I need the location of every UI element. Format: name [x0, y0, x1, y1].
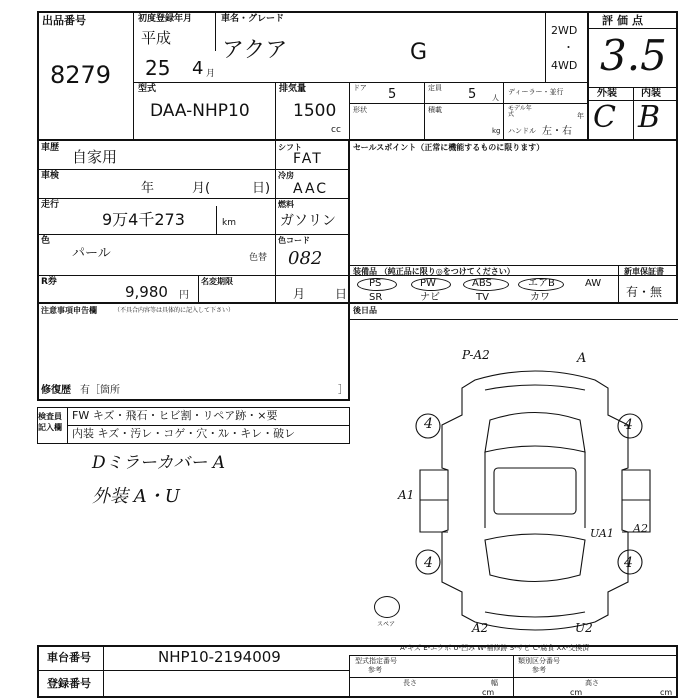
inspector-row-2: 内装 キズ・汚レ・コゲ・穴・ｽﾚ・キレ・破レ [72, 427, 296, 440]
repair-label: 修復歴 [41, 385, 71, 396]
shape-label: 形状 [353, 106, 367, 114]
usage: 自家用 [72, 148, 118, 166]
spare-tire-icon [374, 596, 400, 618]
equipment-pw: PW [420, 278, 436, 289]
height-cm: cm [660, 688, 673, 697]
displacement: 1500 [293, 101, 337, 121]
inspection-label: 車検 [41, 171, 60, 181]
inspector-row-1: FW キズ・飛石・ヒビ割・リペア跡・×要 [72, 409, 278, 422]
mark-wheel-fl: 4 [424, 416, 433, 432]
color-code: 082 [288, 248, 323, 269]
equipment-aw: AW [585, 278, 602, 289]
equipment-navi: ナビ [420, 292, 440, 303]
attention-label: 注意事項申告欄 [41, 306, 97, 315]
capacity: 5 [468, 87, 477, 102]
attention-sub: （不具合内容等は具体的に記入して下さい） [114, 307, 235, 314]
mileage: 9万4千273 [102, 210, 185, 229]
category-ref: 参考 [532, 666, 546, 674]
mark-front-left: P-A2 [462, 348, 490, 362]
person-unit: 人 [492, 94, 499, 102]
grade: G [410, 40, 428, 65]
usage-label: 車歴 [41, 143, 60, 153]
handle-label: ハンドル [508, 127, 536, 135]
mark-rear-right: U2 [575, 621, 593, 635]
lot-number: 8279 [50, 61, 112, 89]
warranty-value: 有・無 [626, 285, 663, 299]
model-name: アクア [222, 38, 288, 63]
drive-4wd: 4WD [551, 59, 578, 72]
color-label: 色 [41, 236, 51, 246]
type-code: DAA-NHP10 [150, 101, 250, 121]
equipment-tv: TV [476, 292, 489, 303]
registration-month: 4 [192, 58, 204, 79]
height-label: 高さ [585, 679, 599, 687]
name-change-day: 日 [335, 287, 348, 301]
name-change-month: 月 [293, 287, 306, 301]
first-registration-label: 初度登録年月 [138, 14, 193, 24]
load-label: 積載 [428, 106, 442, 114]
drive-2wd: 2WD [551, 24, 578, 37]
equipment-label: 装備品 （純正品に限り◎をつけてください） [353, 267, 515, 276]
color-change-label: 色替 [249, 253, 268, 263]
length-label: 長さ [403, 679, 417, 687]
mark-wheel-rr: 4 [624, 555, 633, 571]
shift: FAT [293, 151, 323, 167]
mark-front-right: A [577, 351, 587, 366]
inspection-day: 日) [252, 181, 271, 196]
equipment-ps: PS [369, 278, 382, 289]
registration-year: 25 [145, 56, 171, 80]
width-label: 幅 [491, 679, 498, 687]
length-cm: cm [482, 688, 495, 697]
repair-value: 有［箇所 [80, 385, 120, 396]
shift-label: シフト [278, 143, 302, 152]
type-label: 型式 [138, 84, 157, 94]
fuel: ガソリン [280, 213, 336, 229]
lot-label: 出品番号 [42, 14, 86, 27]
note-line-2: 外装 A・U [92, 486, 180, 507]
sales-box [349, 141, 678, 304]
model-label: 車名・グレード [221, 14, 285, 24]
type-cert-label: 型式指定番号 [355, 657, 397, 665]
doors-label: ドア [353, 84, 367, 92]
era: 平成 [141, 29, 172, 47]
mark-rear-left: A2 [472, 621, 489, 635]
equipment-airbag: エアB [528, 278, 555, 289]
spare-label: スペア [377, 621, 396, 628]
cooling-label: 冷房 [278, 171, 294, 180]
mileage-label: 走行 [41, 200, 60, 210]
warranty-label: 新車保証書 [624, 267, 664, 276]
mark-left-side: A1 [398, 488, 415, 502]
exterior-grade: C [593, 100, 616, 135]
mark-wheel-fr: 4 [624, 417, 633, 433]
capacity-label: 定員 [428, 84, 442, 92]
yen-unit: 円 [179, 290, 189, 301]
width-cm: cm [570, 688, 583, 697]
type-cert-ref: 参考 [368, 666, 382, 674]
km-unit: km [222, 218, 236, 228]
interior-grade: B [638, 100, 661, 135]
year-unit: 年 [577, 112, 584, 120]
fuel-label: 燃料 [278, 200, 294, 209]
exterior-label: 外装 [597, 88, 617, 99]
kg-unit: kg [492, 127, 501, 135]
sales-points-label: セールスポイント（正常に機能するものに限ります） [353, 143, 545, 152]
inspection-month: 月( [192, 181, 211, 196]
mark-right-rear: A2 [633, 522, 648, 535]
mark-wheel-rl: 4 [424, 555, 433, 571]
drive-dot: ・ [563, 41, 574, 54]
chassis-number: NHP10-2194009 [158, 648, 281, 666]
displacement-label: 排気量 [279, 84, 307, 94]
grade-title: 評価点 [602, 14, 647, 27]
cooling: AAC [293, 181, 329, 197]
color-code-label: 色コード [278, 236, 310, 245]
mark-right-side: UA1 [590, 527, 614, 540]
chassis-label: 車台番号 [47, 651, 91, 664]
equipment-sr: SR [369, 292, 383, 303]
recycle-amount: 9,980 [125, 283, 168, 301]
interior-label: 内装 [641, 88, 661, 99]
note-line-1: Dミラーカバー A [92, 453, 225, 473]
registration-label: 登録番号 [47, 677, 91, 690]
doors: 5 [388, 87, 397, 102]
name-change-label: 名変期限 [201, 277, 233, 286]
model-year-label: モデル年式 [508, 105, 532, 118]
post-date-label: 後日品 [353, 306, 377, 315]
month-unit: 月 [206, 69, 216, 79]
handle-value: 左・右 [542, 126, 572, 137]
equipment-abs: ABS [472, 278, 492, 289]
inspection-year: 年 [141, 181, 155, 196]
car-diagram [390, 360, 680, 640]
category-label: 類別区分番号 [518, 657, 560, 665]
overall-score: 3.5 [600, 31, 667, 80]
equipment-leather: カワ [530, 292, 550, 303]
cc-unit: cc [331, 125, 341, 135]
inspector-label: 検査員記入欄 [38, 412, 62, 432]
dealer-label: ディーラー・並行 [508, 88, 564, 96]
recycle-label: R券 [41, 277, 57, 287]
color: パール [72, 246, 111, 261]
repair-bracket-close: ］ [338, 385, 348, 396]
post-date-box [349, 304, 678, 320]
damage-legend: A-キズ E-エクボ U-凹み W-補修跡 S-サビ C-腐食 XX-交換済 [400, 644, 590, 652]
